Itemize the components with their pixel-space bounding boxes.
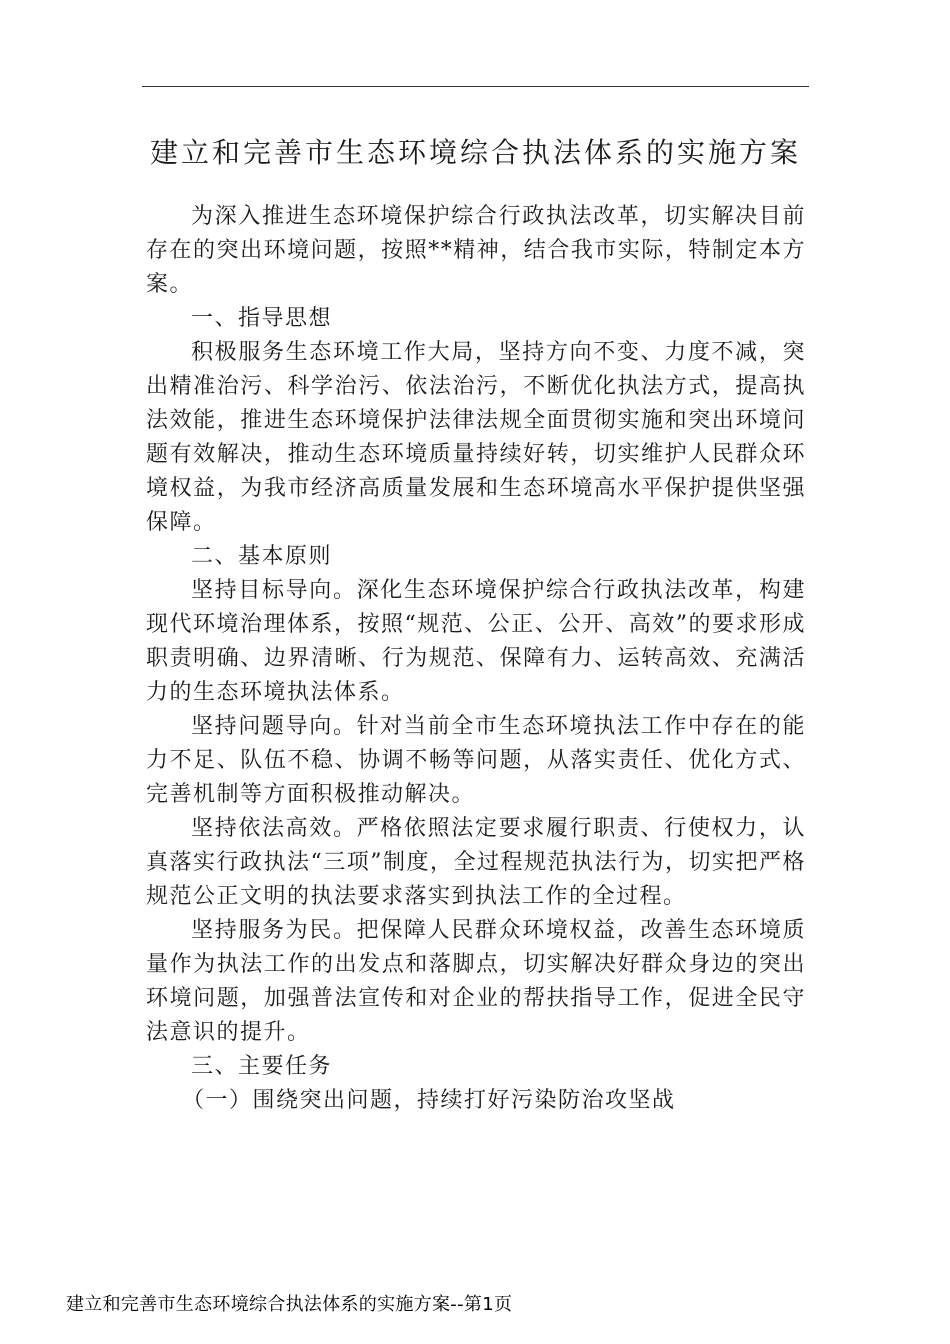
section-paragraph-guiding-ideology: 积极服务生态环境工作大局，坚持方向不变、力度不减，突出精准治污、科学治污、依法治污，不断优化执法方式，提高执法效能，推进生态环境保护法律法规全面贯彻实施和突出环境问题有效解决，推动生态环境质量持续好转，切实维护人民群众环境权益，为我市经济高质量发展和生态环境高水平保护提供坚强保障。 bbox=[146, 340, 806, 535]
subsection-heading-task-1: （一）围绕突出问题，持续打好污染防治攻坚战 bbox=[182, 1088, 676, 1113]
intro-paragraph: 为深入推进生态环境保护综合行政执法改革，切实解决目前存在的突出环境问题，按照**精神，结合我市实际，特制定本方案。 bbox=[146, 204, 806, 297]
section-heading-guiding-ideology: 一、指导思想 bbox=[191, 306, 333, 331]
principle-paragraph-goal-oriented: 坚持目标导向。深化生态环境保护综合行政执法改革，构建现代环境治理体系，按照“规范、公正、公开、高效”的要求形成职责明确、边界清晰、行为规范、保障有力、运转高效、充满活力的生态环境执法体系。 bbox=[146, 578, 806, 705]
principle-paragraph-serve-people: 坚持服务为民。把保障人民群众环境权益，改善生态环境质量作为执法工作的出发点和落脚点，切实解决好群众身边的突出环境问题，加强普法宣传和对企业的帮扶指导工作，促进全民守法意识的提升。 bbox=[146, 918, 806, 1045]
document-body bbox=[146, 200, 806, 1118]
principle-paragraph-lawful-efficient: 坚持依法高效。严格依照法定要求履行职责、行使权力，认真落实行政执法“三项”制度，全过程规范执法行为，切实把严格规范公正文明的执法要求落实到执法工作的全过程。 bbox=[146, 816, 806, 909]
page-footer: 建立和完善市生态环境综合执法体系的实施方案--第1页 bbox=[66, 1294, 513, 1315]
header-rule bbox=[142, 86, 809, 87]
principle-paragraph-problem-oriented: 坚持问题导向。针对当前全市生态环境执法工作中存在的能力不足、队伍不稳、协调不畅等问题，从落实责任、优化方式、完善机制等方面积极推动解决。 bbox=[146, 714, 806, 807]
document-title: 建立和完善市生态环境综合执法体系的实施方案 bbox=[149, 136, 801, 169]
section-heading-basic-principles: 二、基本原则 bbox=[191, 544, 333, 569]
section-heading-main-tasks: 三、主要任务 bbox=[191, 1054, 333, 1079]
